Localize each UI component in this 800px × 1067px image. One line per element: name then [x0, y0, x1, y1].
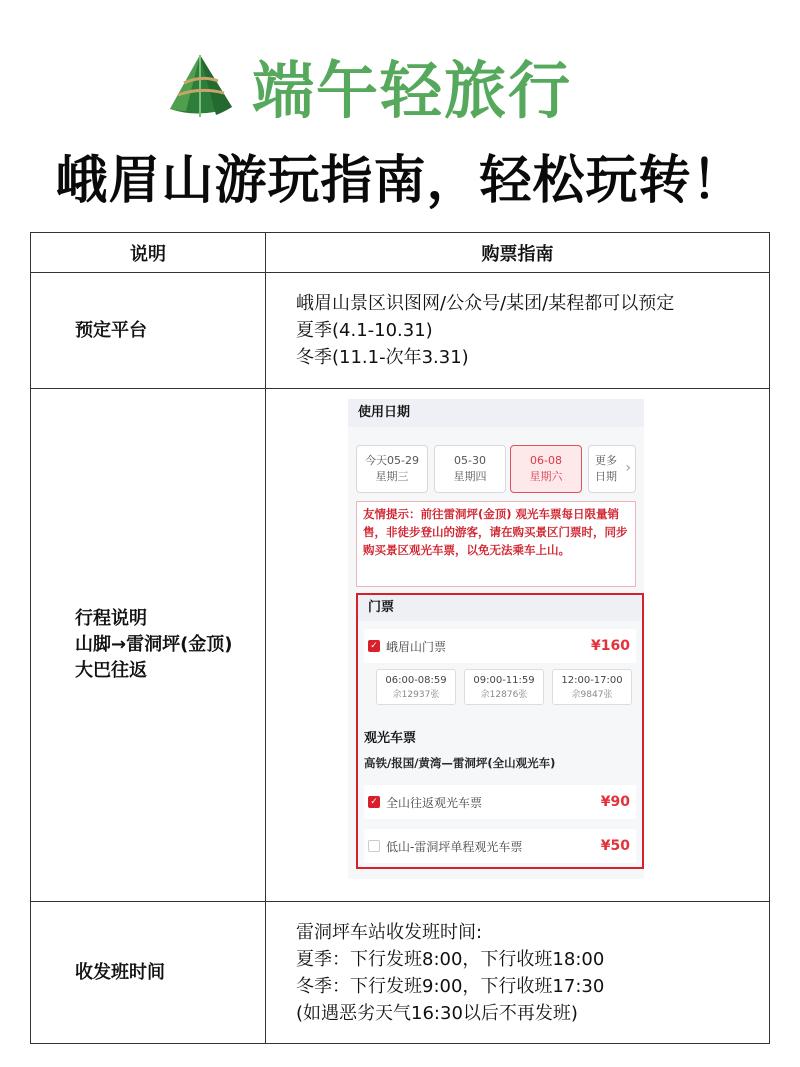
slot-time: 12:00-17:00 — [561, 675, 623, 686]
header-left: 说明 — [31, 233, 266, 272]
ticket-screenshot — [348, 399, 644, 889]
bus-section-title: 观光车票 — [364, 731, 417, 746]
bus-name: 全山往返观光车票 — [386, 795, 483, 810]
date-card[interactable] — [356, 445, 428, 493]
weekday-text: 星期四 — [453, 470, 487, 483]
weekday-text: 星期六 — [529, 470, 563, 483]
date-card[interactable] — [434, 445, 506, 493]
date-card-selected[interactable] — [510, 445, 582, 493]
bus-name: 低山-雷洞坪单程观光车票 — [386, 839, 523, 854]
booking-line: 冬季(11.1-次年3.31) — [296, 347, 469, 368]
more-text: 更多 — [595, 454, 617, 467]
itinerary-label-line: 行程说明 — [75, 608, 147, 629]
itinerary-label-line: 山脚→雷洞坪(金顶) — [75, 634, 233, 655]
date-text: 今天05-29 — [365, 454, 419, 467]
more-dates-button[interactable] — [588, 445, 636, 493]
slot-remain: 余9847张 — [571, 690, 613, 700]
screenshot-cutoff — [348, 879, 644, 889]
booking-content — [266, 273, 769, 388]
bus-price: ¥90 — [600, 794, 630, 810]
table-row-itinerary — [31, 389, 769, 902]
page-title: 峨眉山游玩指南，轻松玩转！ — [55, 151, 745, 211]
guide-table — [30, 232, 770, 1044]
checkbox-checked-icon[interactable]: ✓ — [368, 796, 380, 808]
table-header-row — [31, 233, 769, 273]
schedule-line: 夏季：下行发班8:00，下行收班18:00 — [296, 948, 605, 970]
brand-title: 端午轻旅行 — [252, 53, 573, 127]
route-label: 高铁/报国/黄湾—雷洞坪(全山观光车) — [364, 756, 556, 770]
use-date-label: 使用日期 — [348, 399, 644, 427]
highlight-box — [356, 593, 644, 869]
table-row-schedule — [31, 902, 769, 1043]
time-slot[interactable] — [464, 669, 544, 705]
schedule-line: 雷洞坪车站收发班时间: — [296, 921, 483, 943]
checkbox-unchecked-icon[interactable] — [368, 840, 380, 852]
slot-remain: 余12876张 — [480, 690, 528, 700]
booking-label: 预定平台 — [75, 319, 147, 341]
date-text: 05-30 — [454, 454, 486, 467]
time-slot[interactable] — [376, 669, 456, 705]
booking-line: 夏季(4.1-10.31) — [296, 320, 433, 341]
slot-time: 06:00-08:59 — [385, 675, 447, 686]
ticket-name: 峨眉山门票 — [386, 639, 447, 654]
bus-price: ¥50 — [600, 838, 630, 854]
weekday-text: 星期三 — [375, 470, 409, 483]
schedule-line: 冬季：下行发班9:00，下行收班17:30 — [296, 975, 605, 997]
header-right: 购票指南 — [481, 243, 554, 265]
schedule-label: 收发班时间 — [75, 961, 165, 983]
ticket-section-title: 门票 — [358, 595, 641, 621]
page-header — [0, 0, 800, 230]
bus-item[interactable] — [364, 829, 636, 863]
time-slot[interactable] — [552, 669, 632, 705]
schedule-content — [266, 902, 769, 1043]
brand — [160, 40, 572, 130]
ticket-price: ¥160 — [591, 638, 630, 654]
notice-tip: 友情提示：前往雷洞坪(金顶) 观光车票每日限量销售，非徒步登山的游客，请在购买景区门票时，同步购买景区观光车票，以免无法乘车上山。 — [356, 501, 636, 587]
date-text: 06-08 — [530, 454, 562, 467]
table-row-booking — [31, 273, 769, 389]
ticket-item[interactable] — [364, 629, 636, 663]
checkbox-checked-icon[interactable]: ✓ — [368, 640, 380, 652]
booking-line: 峨眉山景区识图网/公众号/某团/某程都可以预定 — [296, 293, 675, 314]
schedule-line: (如遇恶劣天气16:30以后不再发班) — [296, 1002, 578, 1024]
itinerary-label-line: 大巴往返 — [75, 660, 147, 681]
zongzi-icon — [160, 45, 240, 125]
more-text: 日期 — [595, 470, 617, 483]
slot-remain: 余12937张 — [392, 690, 440, 700]
slot-time: 09:00-11:59 — [473, 675, 535, 686]
chevron-right-icon: › — [625, 460, 631, 476]
itinerary-label — [31, 606, 233, 684]
bus-item[interactable] — [364, 785, 636, 819]
